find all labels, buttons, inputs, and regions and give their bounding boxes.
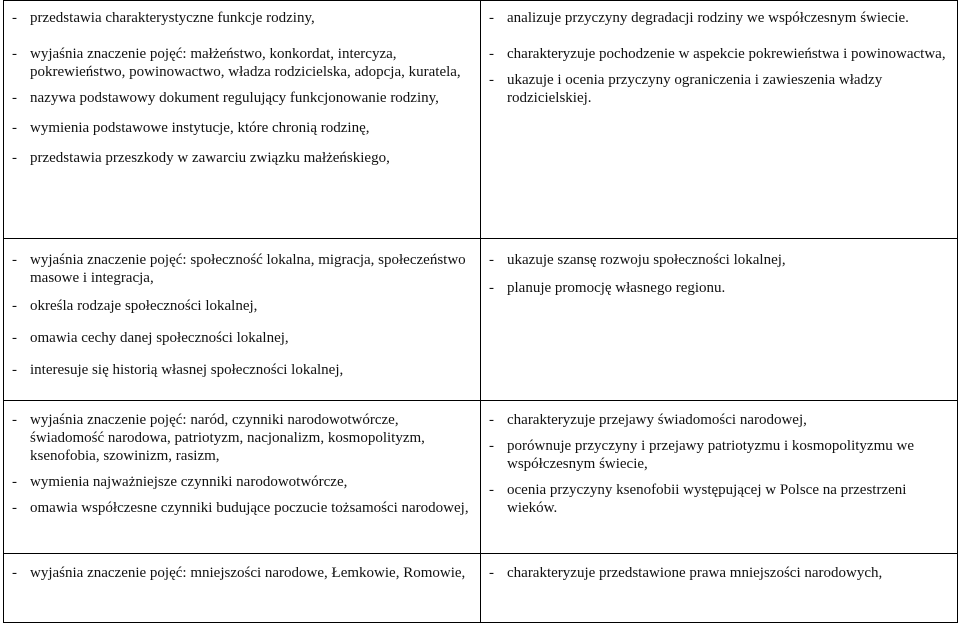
list-item: - przedstawia charakterystyczne funkcje rodziny,: [12, 10, 315, 26]
list-item: - analizuje przyczyny degradacji rodziny we współczesnym świecie.: [489, 10, 909, 26]
list-item: - wyjaśnia znaczenie pojęć: mniejszości narodowe, Łemkowie, Romowie,: [12, 565, 466, 581]
list-item: - określa rodzaje społeczności lokalnej,: [12, 298, 258, 314]
basic-requirements-cell: [4, 401, 481, 554]
requirement-list: [489, 411, 949, 517]
requirement-list: [12, 9, 472, 167]
requirement-list: [489, 251, 949, 297]
table-row: [4, 1, 958, 239]
list-item: - charakteryzuje przejawy świadomości narodowej,: [489, 412, 807, 428]
list-item: - wyjaśnia znaczenie pojęć: społeczność lokalna, migracja, społeczeństwo masowe i integracja,: [12, 252, 466, 286]
table-row: [4, 554, 958, 623]
list-item: - przedstawia przeszkody w zawarciu związku małżeńskiego,: [12, 150, 390, 166]
list-item: - wyjaśnia znaczenie pojęć: naród, czynniki narodowotwórcze, świadomość narodowa, patriotyzm, nacjonalizm, kosmopolityzm, ksenofobia, szowinizm, rasizm,: [12, 412, 425, 464]
list-item: - wymienia podstawowe instytucje, które chronią rodzinę,: [12, 120, 370, 136]
list-item: - ocenia przyczyny ksenofobii występującej w Polsce na przestrzeni wieków.: [489, 482, 907, 516]
list-item: - porównuje przyczyny i przejawy patriotyzmu i kosmopolityzmu we współczesnym świecie,: [489, 438, 914, 472]
requirement-list: [489, 9, 949, 107]
extended-requirements-cell: [481, 1, 958, 239]
list-item: - planuje promocję własnego regionu.: [489, 280, 726, 296]
requirement-list: [12, 564, 472, 582]
extended-requirements-cell: [481, 401, 958, 554]
requirement-list: [12, 251, 472, 379]
list-item: - ukazuje i ocenia przyczyny ograniczenia i zawieszenia władzy rodzicielskiej.: [489, 72, 883, 106]
requirement-list: [489, 564, 949, 582]
list-item: - charakteryzuje pochodzenie w aspekcie pokrewieństwa i powinowactwa,: [489, 46, 946, 62]
list-item: - ukazuje szansę rozwoju społeczności lokalnej,: [489, 252, 786, 268]
requirements-table: [3, 0, 958, 623]
requirement-list: [12, 411, 472, 517]
list-item: - omawia współczesne czynniki budujące poczucie tożsamości narodowej,: [12, 500, 469, 516]
list-item: - nazywa podstawowy dokument regulujący funkcjonowanie rodziny,: [12, 90, 439, 106]
table-row: [4, 401, 958, 554]
list-item: - wymienia najważniejsze czynniki narodowotwórcze,: [12, 474, 348, 490]
list-item: - omawia cechy danej społeczności lokalnej,: [12, 330, 289, 346]
table-row: [4, 239, 958, 401]
extended-requirements-cell: [481, 554, 958, 623]
list-item: - charakteryzuje przedstawione prawa mniejszości narodowych,: [489, 565, 883, 581]
basic-requirements-cell: [4, 1, 481, 239]
list-item: - interesuje się historią własnej społeczności lokalnej,: [12, 362, 344, 378]
extended-requirements-cell: [481, 239, 958, 401]
basic-requirements-cell: [4, 239, 481, 401]
basic-requirements-cell: [4, 554, 481, 623]
list-item: - wyjaśnia znaczenie pojęć: małżeństwo, konkordat, intercyza, pokrewieństwo, powinowactwo, władza rodzicielska, adopcja, kuratela,: [12, 46, 461, 80]
